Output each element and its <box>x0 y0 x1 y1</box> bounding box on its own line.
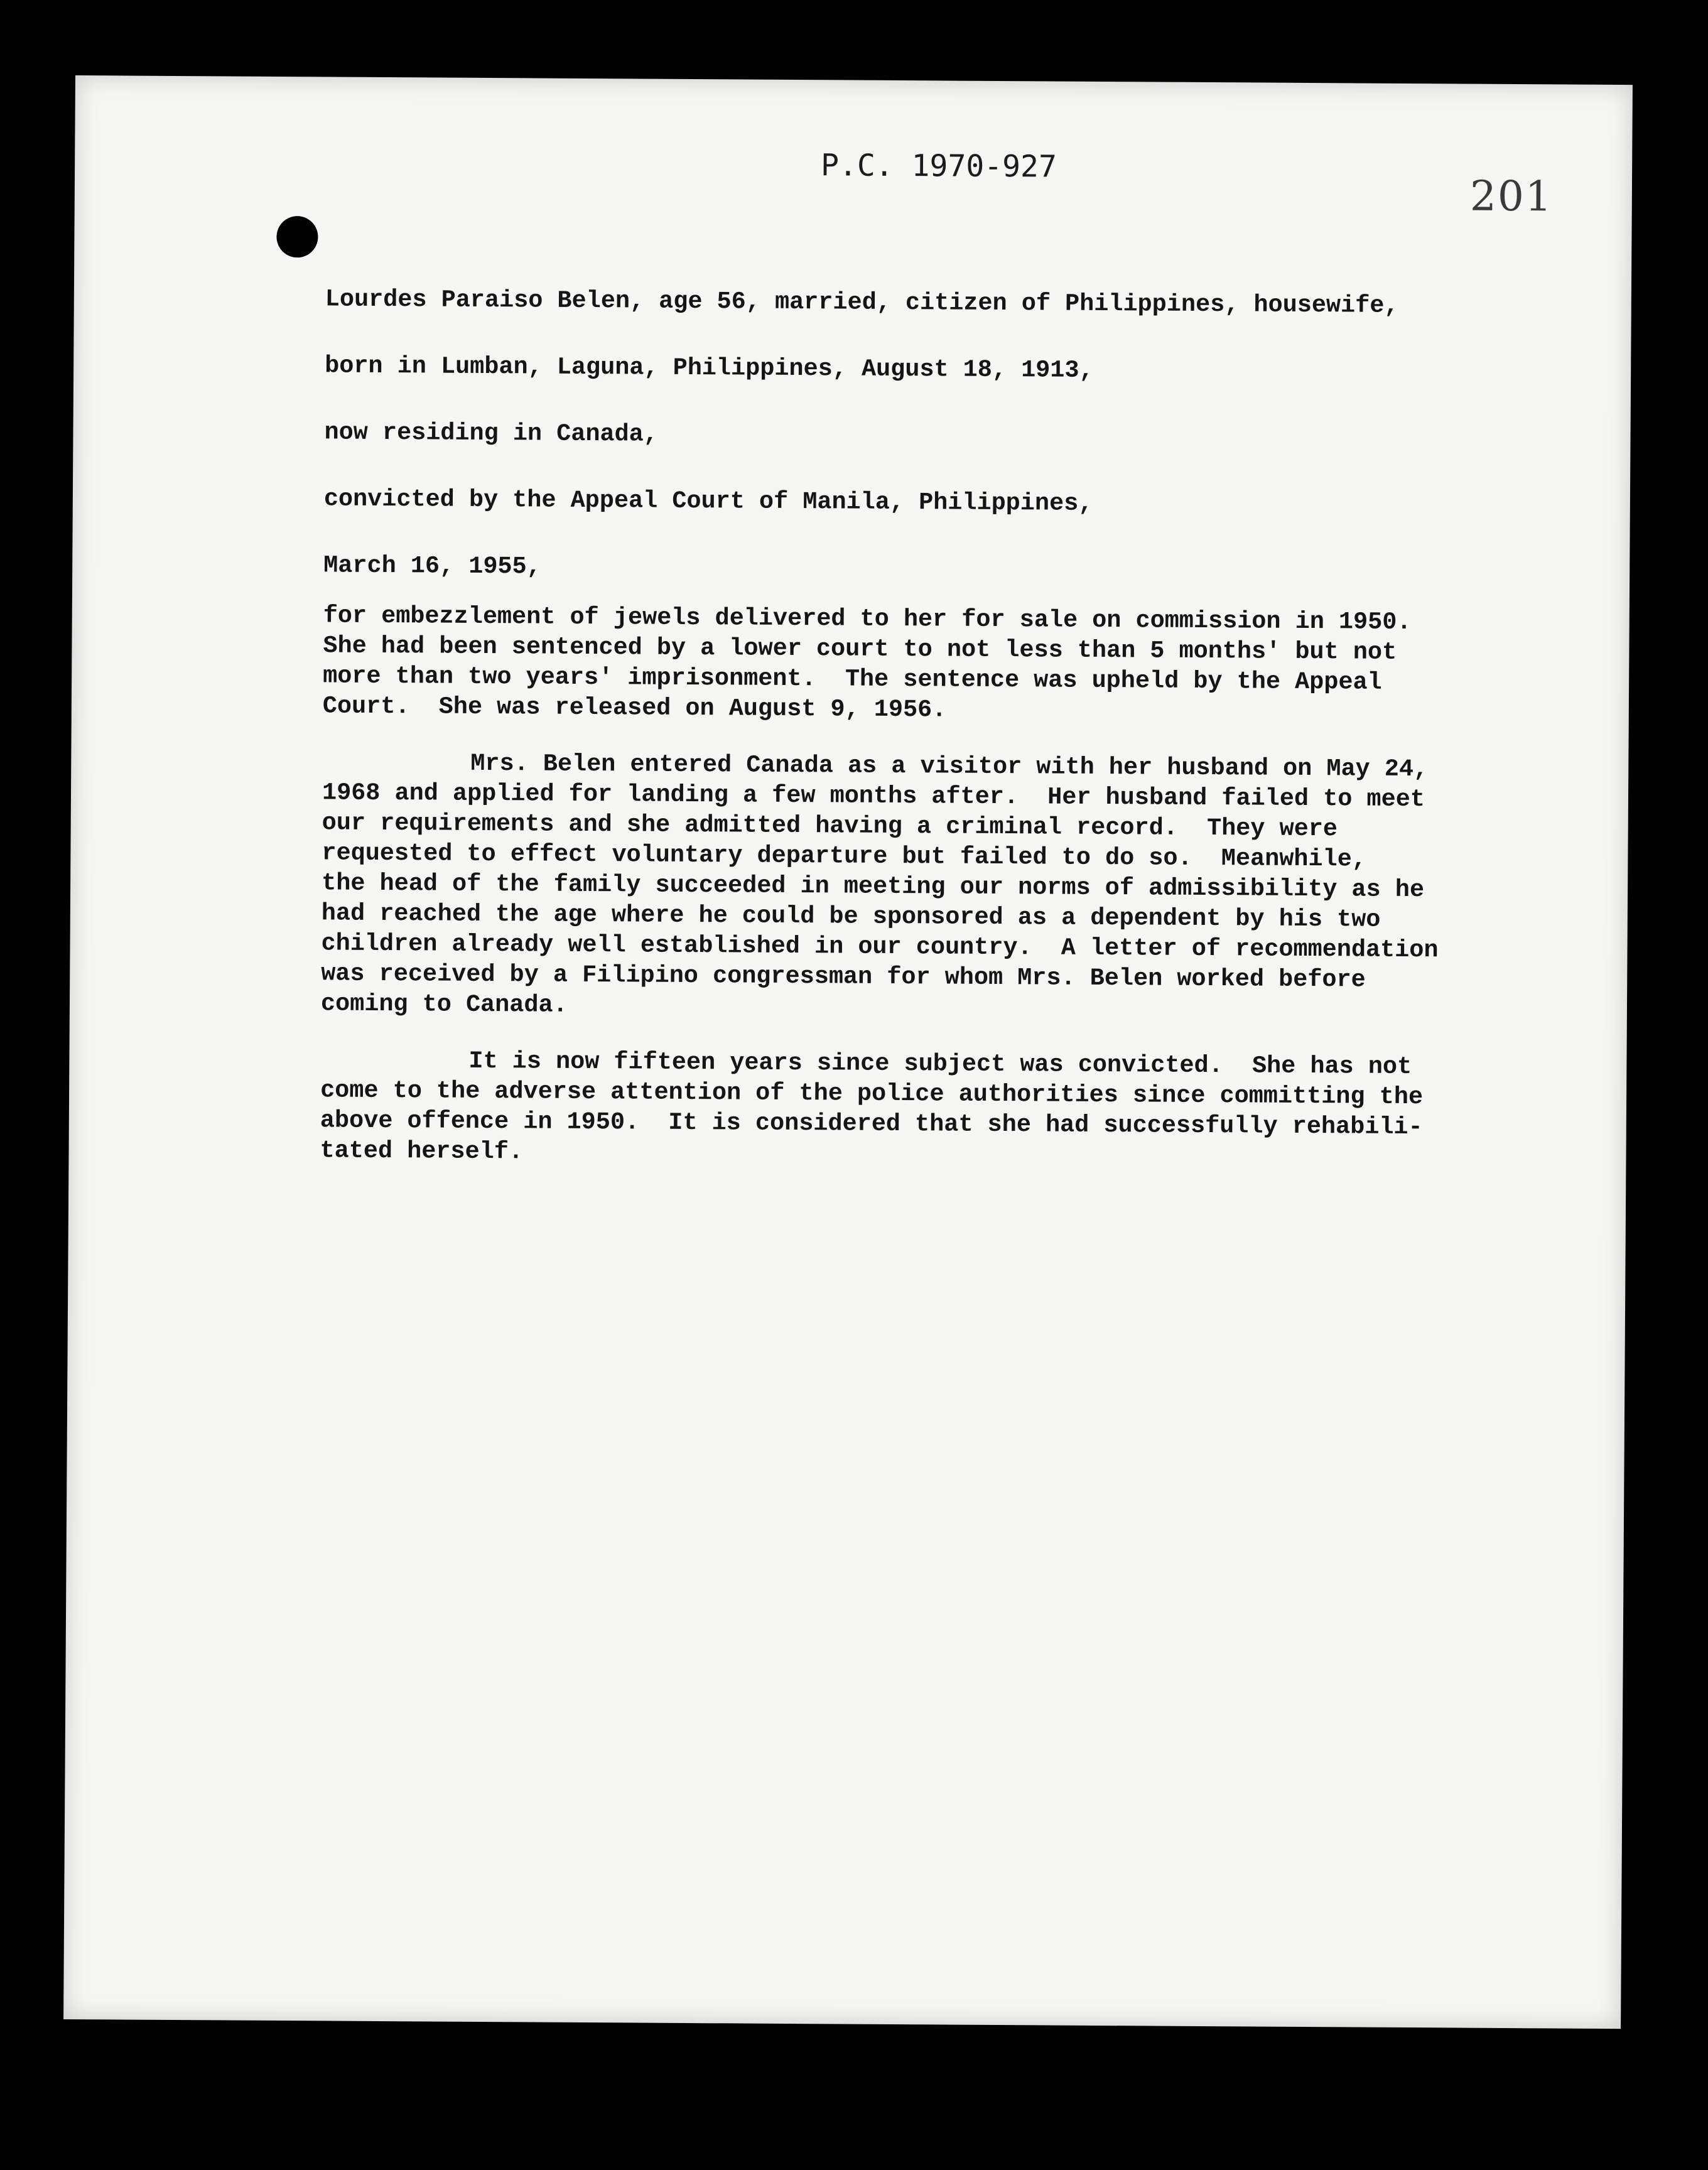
text-line: coming to Canada. <box>320 990 568 1019</box>
text-line: tated herself. <box>320 1136 524 1166</box>
text-line: requested to effect voluntary departure but failed to do so. Meanwhile, <box>322 839 1367 873</box>
punch-hole <box>276 216 318 257</box>
subject-line: March 16, 1955, <box>323 551 541 581</box>
text-line: had reached the age where he could be sponsored as a dependent by his two <box>321 899 1381 934</box>
text-line: more than two years' imprisonment. The sentence was upheld by the Appeal <box>323 662 1382 696</box>
typewritten-page <box>63 75 1633 2029</box>
text-line: was received by a Filipino congressman for whom Mrs. Belen worked before <box>321 959 1366 994</box>
subject-line: Lourdes Paraiso Belen, age 56, married, citizen of Philippines, housewife, <box>325 285 1399 320</box>
text-line: 1968 and applied for landing a few months after. Her husband failed to meet <box>322 779 1425 814</box>
text-line: for embezzlement of jewels delivered to her for sale on commission in 1950. <box>323 602 1412 637</box>
document-body <box>320 284 1569 1173</box>
subject-line: now residing in Canada, <box>324 418 659 448</box>
folio-number: 201 <box>1469 171 1554 221</box>
paragraph-rehabilitation <box>320 1045 1564 1173</box>
text-line: Mrs. Belen entered Canada as a visitor with her husband on May 24, <box>470 749 1429 784</box>
text-line: the head of the family succeeded in meeting our norms of admissibility as he <box>322 869 1425 904</box>
text-line: It is now fifteen years since subject was convicted. She has not <box>468 1047 1412 1081</box>
subject-line: born in Lumban, Laguna, Philippines, August 18, 1913, <box>325 352 1094 384</box>
text-line: our requirements and she admitted having a criminal record. They were <box>322 809 1338 843</box>
paragraph-immigration-history <box>321 747 1566 1026</box>
subject-details <box>323 284 1569 588</box>
paragraph-offence <box>323 600 1567 728</box>
text-line: children already well established in our country. A letter of recommendation <box>321 929 1439 964</box>
text-line: above offence in 1950. It is considered that she had successfully rehabili- <box>320 1106 1423 1142</box>
text-line: come to the adverse attention of the police authorities since committing the <box>320 1076 1424 1111</box>
order-in-council-reference: P.C. 1970-927 <box>820 148 1057 185</box>
text-line: She had been sentenced by a lower court to not less than 5 months' but not <box>323 632 1397 666</box>
subject-line: convicted by the Appeal Court of Manila, Philippines, <box>323 485 1093 517</box>
text-line: Court. She was released on August 9, 1956. <box>322 692 947 724</box>
